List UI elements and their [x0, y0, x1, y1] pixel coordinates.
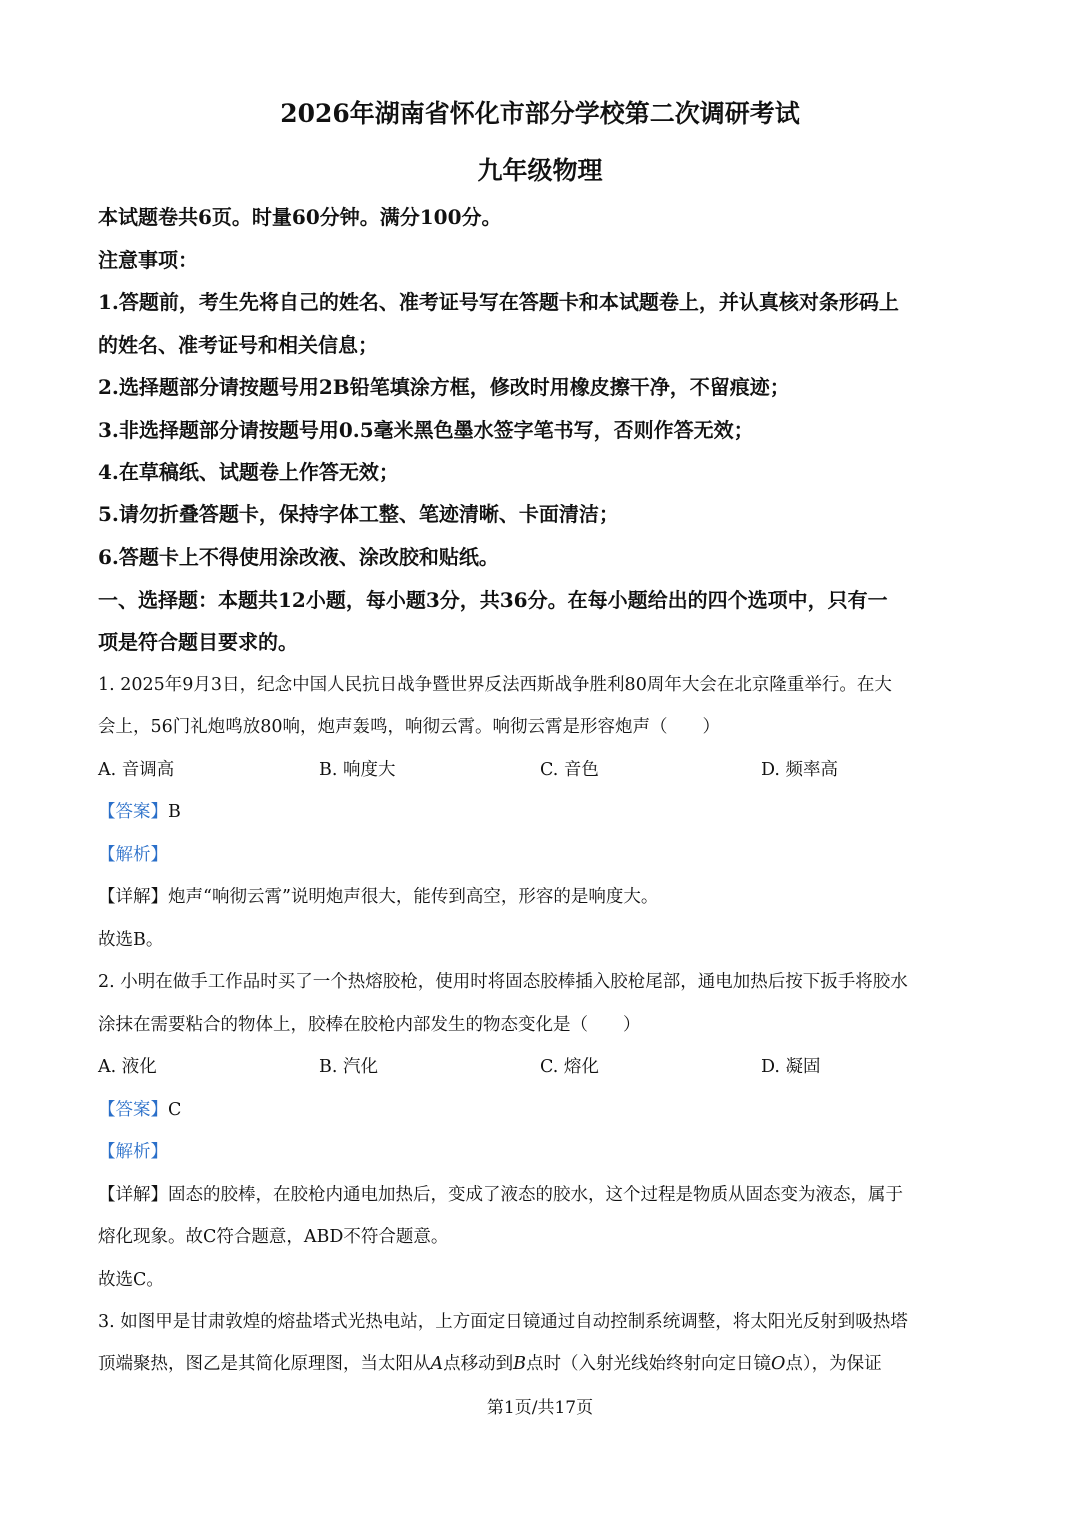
question-1-answer — [98, 800, 988, 824]
answer-value: C — [168, 1100, 182, 1120]
section-heading-line2: 项是符合题目要求的。 — [98, 630, 298, 654]
question-2-detail-line2: 熔化现象。故C符合题意，ABD不符合题意。 — [98, 1227, 449, 1247]
question-2-analysis-tag: 【解析】 — [98, 1142, 168, 1162]
var-o: O — [771, 1354, 786, 1374]
question-2-answer — [98, 1098, 988, 1122]
notice-item-1b: 的姓名、准考证号和相关信息； — [98, 333, 378, 357]
stem-text: 点移动到 — [443, 1354, 514, 1374]
question-1-conclusion: 故选B。 — [98, 930, 164, 950]
page-number: 第1页/共17页 — [486, 1398, 594, 1418]
question-2-option-b: B. 汽化 — [319, 1057, 378, 1077]
detail-tag: 【详解】 — [98, 1185, 168, 1205]
exam-summary: 本试题卷共6页。时量60分钟。满分100分。 — [98, 205, 502, 229]
question-1-analysis-tag: 【解析】 — [98, 845, 168, 865]
answer-value: B — [168, 802, 181, 822]
exam-title: 2026年湖南省怀化市部分学校第二次调研考试 — [280, 99, 800, 128]
question-2-option-a: A. 液化 — [98, 1057, 157, 1077]
detail-text: 固态的胶棒，在胶枪内通电加热后，变成了液态的胶水，这个过程是物质从固态变为液态，属于 — [168, 1185, 903, 1205]
question-1-stem-line1: 1. 2025年9月3日，纪念中国人民抗日战争暨世界反法西斯战争胜利80周年大会在北京隆重举行。在大 — [98, 675, 892, 695]
detail-tag: 【详解】 — [98, 887, 168, 907]
notice-item-1a: 1.答题前，考生先将自己的姓名、准考证号写在答题卡和本试题卷上，并认真核对条形码上 — [98, 290, 899, 314]
answer-tag: 【答案】 — [98, 802, 168, 822]
var-b: B — [513, 1354, 527, 1374]
question-2-stem-line2: 涂抹在需要粘合的物体上，胶棒在胶枪内部发生的物态变化是（ ） — [98, 1015, 641, 1035]
section-heading-line1: 一、选择题：本题共12小题，每小题3分，共36分。在每小题给出的四个选项中，只有一 — [98, 588, 888, 612]
question-3-stem-line1: 3. 如图甲是甘肃敦煌的熔盐塔式光热电站，上方面定日镜通过自动控制系统调整，将太阳光反射到吸热塔 — [98, 1312, 908, 1332]
question-2-stem-line1: 2. 小明在做手工作品时买了一个热熔胶枪，使用时将固态胶棒插入胶枪尾部，通电加热后按下扳手将胶水 — [98, 972, 908, 992]
question-2-option-c: C. 熔化 — [540, 1057, 599, 1077]
notice-item-2: 2.选择题部分请按题号用2B铅笔填涂方框，修改时用橡皮擦干净，不留痕迹； — [98, 375, 790, 399]
notice-item-3: 3.非选择题部分请按题号用0.5毫米黑色墨水签字笔书写，否则作答无效； — [98, 418, 754, 442]
notice-item-4: 4.在草稿纸、试题卷上作答无效； — [98, 460, 399, 484]
question-2-conclusion: 故选C。 — [98, 1270, 164, 1290]
question-1-detail — [98, 885, 988, 909]
notice-item-5: 5.请勿折叠答题卡，保持字体工整、笔迹清晰、卡面清洁； — [98, 502, 619, 526]
answer-tag: 【答案】 — [98, 1100, 168, 1120]
question-2-option-d: D. 凝固 — [761, 1057, 821, 1077]
notice-title: 注意事项： — [98, 248, 198, 272]
question-1-option-b: B. 响度大 — [319, 760, 396, 780]
question-2-detail-line1 — [98, 1183, 988, 1207]
stem-text: 点），为保证 — [785, 1354, 882, 1374]
question-1-option-a: A. 音调高 — [98, 760, 175, 780]
exam-subtitle: 九年级物理 — [477, 156, 603, 185]
question-1-stem-line2: 会上，56门礼炮鸣放80响，炮声轰鸣，响彻云霄。响彻云霄是形容炮声（ ） — [98, 717, 721, 737]
detail-text: 炮声“响彻云霄”说明炮声很大，能传到高空，形容的是响度大。 — [168, 887, 659, 907]
question-1-option-c: C. 音色 — [540, 760, 599, 780]
stem-text: 顶端聚热，图乙是其简化原理图，当太阳从 — [98, 1354, 431, 1374]
notice-item-6: 6.答题卡上不得使用涂改液、涂改胶和贴纸。 — [98, 545, 499, 569]
question-3-stem-line2 — [98, 1352, 988, 1376]
question-1-option-d: D. 频率高 — [761, 760, 839, 780]
stem-text: 点时（入射光线始终射向定日镜 — [526, 1354, 772, 1374]
var-a: A — [430, 1354, 444, 1374]
